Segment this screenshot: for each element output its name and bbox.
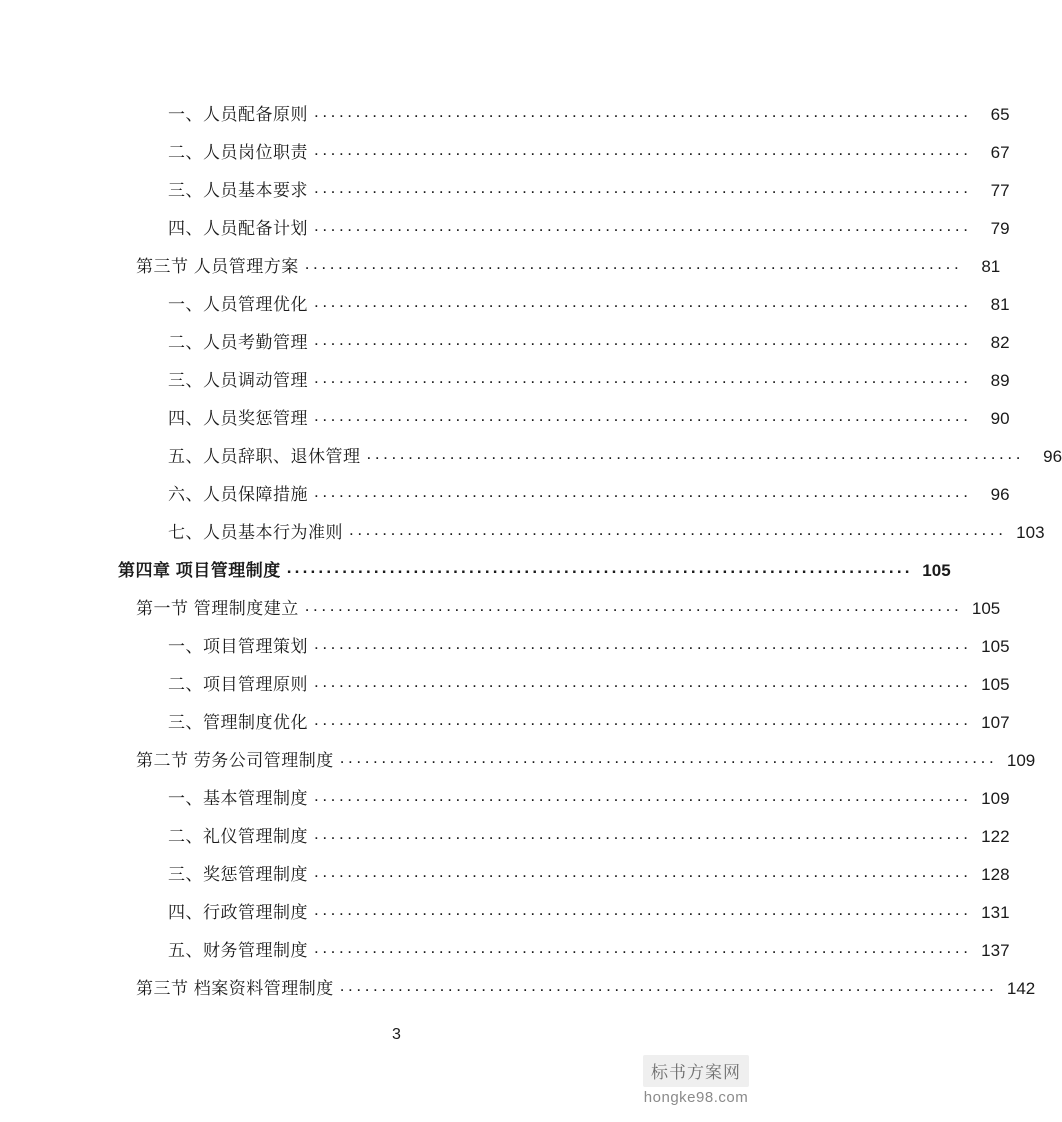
watermark-url: hongke98.com bbox=[643, 1089, 749, 1106]
toc-entry-page: 103 bbox=[1016, 523, 1045, 542]
toc-entry-label: 四、行政管理制度 bbox=[168, 903, 308, 922]
toc-leader-dots: ............................................................................... bbox=[314, 140, 972, 159]
toc-entry-page: 79 bbox=[990, 219, 1010, 238]
toc-entry-label: 三、管理制度优化 bbox=[168, 713, 308, 732]
toc-entry-label: 二、人员考勤管理 bbox=[168, 333, 308, 352]
toc-entry-page: 65 bbox=[990, 105, 1010, 124]
toc-entry[interactable] bbox=[118, 102, 1010, 142]
toc-entry[interactable] bbox=[118, 254, 1001, 294]
page-number: 3 bbox=[392, 1026, 401, 1043]
toc-entry[interactable] bbox=[118, 596, 1001, 636]
toc-entry-page: 128 bbox=[981, 865, 1010, 884]
toc-leader-dots: ............................................................................... bbox=[314, 178, 972, 197]
toc-entry[interactable] bbox=[118, 178, 1010, 218]
toc-entry-label: 五、人员辞职、退休管理 bbox=[168, 447, 361, 466]
toc-leader-dots: ............................................................................... bbox=[349, 520, 1007, 539]
toc-entry-page: 81 bbox=[990, 295, 1010, 314]
toc-entry[interactable] bbox=[118, 216, 1010, 256]
toc-leader-dots: ............................................................................... bbox=[314, 102, 972, 121]
toc-entry-label: 三、人员基本要求 bbox=[168, 181, 308, 200]
toc-entry-label: 三、奖惩管理制度 bbox=[168, 865, 308, 884]
toc-leader-dots: ............................................................................... bbox=[339, 748, 998, 767]
watermark bbox=[621, 1055, 771, 1106]
toc-entry-label: 第四章 项目管理制度 bbox=[118, 561, 281, 580]
toc-leader-dots: ............................................................................... bbox=[339, 976, 998, 995]
toc-entry[interactable] bbox=[118, 672, 1010, 712]
toc-leader-dots: ............................................................................... bbox=[314, 634, 972, 653]
toc-entry[interactable] bbox=[118, 634, 1010, 674]
toc-entry[interactable] bbox=[118, 976, 1036, 1016]
toc-leader-dots: ............................................................................... bbox=[314, 330, 972, 349]
toc-entry[interactable] bbox=[118, 748, 1036, 788]
toc-leader-dots: ............................................................................... bbox=[314, 786, 972, 805]
toc-entry-page: 105 bbox=[971, 599, 1001, 618]
toc-entry-label: 七、人员基本行为准则 bbox=[168, 523, 343, 542]
toc-entry[interactable] bbox=[118, 862, 1010, 902]
toc-entry-page: 90 bbox=[990, 409, 1010, 428]
toc-leader-dots: ............................................................................... bbox=[314, 482, 972, 501]
watermark-label: 标书方案网 bbox=[643, 1055, 749, 1087]
toc-entry[interactable] bbox=[118, 368, 1010, 408]
toc-entry-label: 第一节 管理制度建立 bbox=[136, 599, 299, 618]
toc-entry[interactable] bbox=[118, 482, 1010, 522]
toc-entry-page: 131 bbox=[981, 903, 1010, 922]
toc-entry[interactable] bbox=[118, 444, 1062, 484]
toc-leader-dots: ............................................................................... bbox=[304, 254, 963, 273]
toc-entry[interactable] bbox=[118, 900, 1010, 940]
toc-entry-page: 142 bbox=[1006, 979, 1036, 998]
toc-leader-dots: ............................................................................... bbox=[314, 824, 972, 843]
table-of-contents bbox=[118, 102, 1062, 1016]
toc-entry-page: 96 bbox=[990, 485, 1010, 504]
toc-leader-dots: ............................................................................... bbox=[314, 672, 972, 691]
toc-leader-dots: ............................................................................... bbox=[314, 368, 972, 387]
toc-entry-label: 第二节 劳务公司管理制度 bbox=[136, 751, 334, 770]
toc-entry[interactable] bbox=[118, 786, 1010, 826]
toc-entry-label: 第三节 人员管理方案 bbox=[136, 257, 299, 276]
toc-leader-dots: ............................................................................... bbox=[366, 444, 1025, 463]
toc-entry-page: 105 bbox=[922, 561, 951, 580]
toc-entry-page: 81 bbox=[981, 257, 1001, 276]
toc-leader-dots: ............................................................................... bbox=[286, 558, 913, 577]
toc-entry[interactable] bbox=[118, 292, 1010, 332]
toc-entry[interactable] bbox=[118, 520, 1045, 560]
toc-entry[interactable] bbox=[118, 140, 1010, 180]
toc-entry-label: 一、项目管理策划 bbox=[168, 637, 308, 656]
toc-entry-page: 67 bbox=[990, 143, 1010, 162]
toc-leader-dots: ............................................................................... bbox=[314, 292, 972, 311]
toc-entry-page: 82 bbox=[990, 333, 1010, 352]
toc-entry-label: 二、人员岗位职责 bbox=[168, 143, 308, 162]
toc-entry-label: 一、人员配备原则 bbox=[168, 105, 308, 124]
toc-entry-label: 四、人员配备计划 bbox=[168, 219, 308, 238]
toc-entry-page: 109 bbox=[1006, 751, 1036, 770]
toc-entry-label: 二、项目管理原则 bbox=[168, 675, 308, 694]
toc-leader-dots: ............................................................................... bbox=[314, 216, 972, 235]
toc-entry-label: 三、人员调动管理 bbox=[168, 371, 308, 390]
toc-leader-dots: ............................................................................... bbox=[314, 900, 972, 919]
toc-entry-page: 96 bbox=[1043, 447, 1062, 466]
toc-entry-label: 第三节 档案资料管理制度 bbox=[136, 979, 334, 998]
toc-entry-label: 四、人员奖惩管理 bbox=[168, 409, 308, 428]
toc-entry[interactable] bbox=[118, 330, 1010, 370]
toc-entry-label: 二、礼仪管理制度 bbox=[168, 827, 308, 846]
toc-entry[interactable] bbox=[118, 558, 951, 598]
toc-leader-dots: ............................................................................... bbox=[314, 406, 972, 425]
toc-entry-label: 一、基本管理制度 bbox=[168, 789, 308, 808]
toc-leader-dots: ............................................................................... bbox=[314, 862, 972, 881]
toc-leader-dots: ............................................................................... bbox=[304, 596, 963, 615]
toc-entry-page: 122 bbox=[981, 827, 1010, 846]
toc-entry[interactable] bbox=[118, 938, 1010, 978]
toc-entry-label: 一、人员管理优化 bbox=[168, 295, 308, 314]
toc-entry[interactable] bbox=[118, 710, 1010, 750]
toc-entry-page: 107 bbox=[981, 713, 1010, 732]
toc-entry[interactable] bbox=[118, 406, 1010, 446]
toc-entry-label: 五、财务管理制度 bbox=[168, 941, 308, 960]
toc-leader-dots: ............................................................................... bbox=[314, 938, 972, 957]
toc-entry-page: 137 bbox=[981, 941, 1010, 960]
toc-entry-page: 77 bbox=[990, 181, 1010, 200]
toc-entry-page: 105 bbox=[981, 675, 1010, 694]
toc-entry-page: 105 bbox=[981, 637, 1010, 656]
toc-entry-label: 六、人员保障措施 bbox=[168, 485, 308, 504]
toc-entry[interactable] bbox=[118, 824, 1010, 864]
toc-leader-dots: ............................................................................... bbox=[314, 710, 972, 729]
toc-entry-page: 89 bbox=[990, 371, 1010, 390]
toc-entry-page: 109 bbox=[981, 789, 1010, 808]
